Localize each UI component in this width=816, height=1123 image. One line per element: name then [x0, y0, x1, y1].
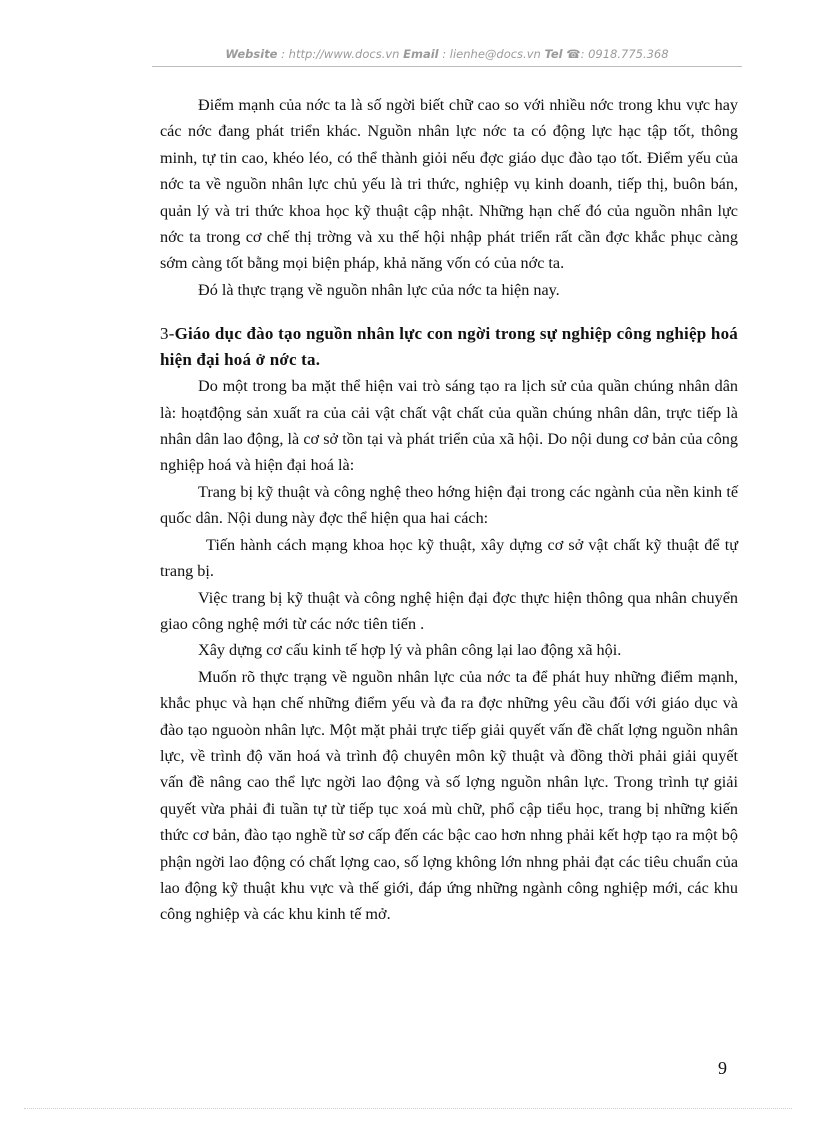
paragraph-body-4: Việc trang bị kỹ thuật và công nghệ hiện đại đợc thực hiện thông qua nhân chuyển giao công nghệ mới từ các nớc tiên tiến .	[160, 588, 738, 633]
website-label: Website	[225, 47, 278, 61]
email-label: Email	[403, 47, 439, 61]
phone-icon: ☎	[566, 47, 581, 61]
paragraph-body-2: Trang bị kỹ thuật và công nghệ theo hớng hiện đại trong các ngành của nền kinh tế quốc dân. Nội dung này đợc thể hiện qua hai cách:	[160, 482, 738, 528]
paragraph-body-1: Do một trong ba mặt thể hiện vai trò sáng tạo ra lịch sử của quần chúng nhân dân là: hoạtđộng sản xuất ra của cải vật chất vật chất của quần chúng nhân dân, trực tiếp là nhân dân lao động, là cơ sở tồn tại và phát triển của xã hội. Do nội dung cơ bản của công nghiệp hoá và hiện đại hoá là:	[160, 377, 738, 475]
spacer	[160, 303, 738, 321]
paragraph-body-6: Muốn rõ thực trạng về nguồn nhân lực của nớc ta để phát huy những điểm mạnh, khắc phục và hạn chế những điểm yếu và đa ra đợc những yêu cầu đối với giáo dục và đào tạo nguoòn nhân lực. Một mặt phải trực tiếp giải quyết vấn đề chất lợng nguồn nhân lực, về trình độ văn hoá và trình độ chuyên môn kỹ thuật và đồng thời phải giải quyết vấn đề nâng cao thể lực ngời lao động và số lợng nguồn nhân lực. Trong trình tự giải quyết vừa phải đi tuần tự từ tiếp tục xoá mù chữ, phổ cập tiểu học, trang bị những kiến thức cơ bản, đào tạo nghề từ sơ cấp đến các bậc cao hơn nhng phải kết hợp tạo ra một bộ phận ngời lao động có chất lợng cao, số lợng không lớn nhng phải đạt các tiêu chuẩn của lao động kỹ thuật khu vực và thế giới, đáp ứng những ngành công nghiệp mới, các khu công nghiệp và các khu kinh tế mở.	[160, 667, 738, 924]
page-number: 9	[718, 1058, 727, 1078]
tel-number: : 0918.775.368	[580, 47, 669, 61]
section-title: Giáo dục đào tạo nguồn nhân lực con ngời trong sự nghiệp công nghiệp hoá hiện đại hoá ở nớc ta.	[160, 324, 738, 370]
document-body	[160, 92, 738, 928]
section-heading	[160, 321, 738, 373]
footer-divider	[24, 1108, 792, 1109]
paragraph-strengths: Điểm mạnh của nớc ta là số ngời biết chữ cao so với nhiều nớc trong khu vực hay các nớc đang phát triển khác. Nguồn nhân lực nớc ta có động lực hạc tập tốt, thông minh, tự tin cao, khéo léo, có thể thành giỏi nếu đợc giáo dục đào tạo tốt. Điểm yếu của nớc ta về nguồn nhân lực chủ yếu là tri thức, nghiệp vụ kinh doanh, tiếp thị, buôn bán, quản lý và tri thức khoa học kỹ thuật cập nhật. Những hạn chế đó của nguồn nhân lực nớc ta trong cơ chế thị trờng và xu thế hội nhập phát triển rất cần đợc khắc phục càng sớm càng tốt bằng mọi biện pháp, khả năng vốn có của nớc ta.	[160, 96, 738, 273]
section-number: 3-	[160, 324, 175, 344]
website-url[interactable]: : http://www.docs.vn	[281, 47, 400, 61]
page-header	[152, 47, 742, 65]
paragraph-body-3: Tiến hành cách mạng khoa học kỹ thuật, xây dựng cơ sở vật chất kỹ thuật để tự trang bị.	[160, 535, 738, 581]
paragraph-summary: Đó là thực trạng về nguồn nhân lực của nớc ta hiện nay.	[198, 280, 560, 299]
email-address[interactable]: : lienhe@docs.vn	[442, 47, 541, 61]
header-divider	[152, 66, 742, 67]
paragraph-body-5: Xây dựng cơ cấu kinh tế hợp lý và phân công lại lao động xã hội.	[198, 641, 622, 660]
tel-label: Tel	[544, 47, 563, 61]
